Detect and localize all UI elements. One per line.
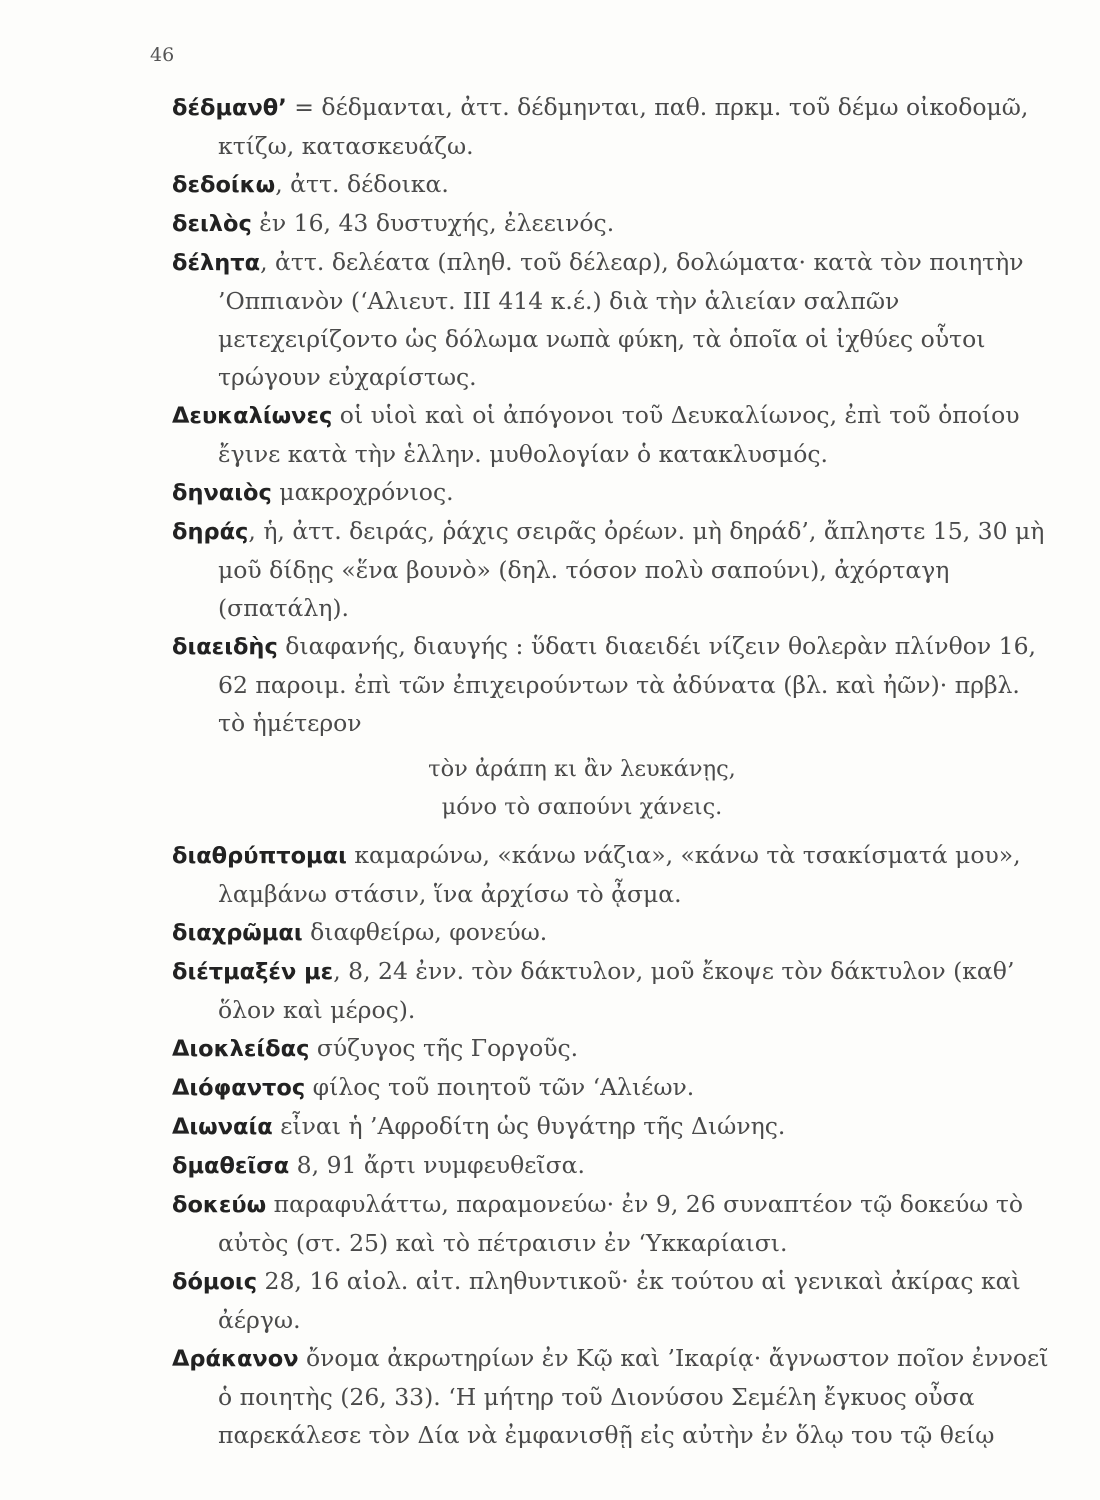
headword: διέτμαξέν με bbox=[172, 959, 334, 985]
definition: διαφανής, διαυγής : ὕδατι διαειδέι νίζειν θολερὰν πλίνθον 16, 62 παροιμ. ἐπὶ τῶν ἐπιχειρούντων τὰ ἀδύνατα (βλ. καὶ ἠῶν)· πρβλ. τὸ ἡμέτερον bbox=[218, 632, 1037, 737]
glossary-entry bbox=[172, 1262, 1052, 1339]
headword: δέδμανθ’ bbox=[172, 95, 287, 121]
definition: = δέδμανται, ἀττ. δέδμηνται, παθ. πρκμ. τοῦ δέμω οἰκοδομῶ, κτίζω, κατασκευάζω. bbox=[218, 93, 1029, 160]
glossary-entries bbox=[172, 88, 1052, 1454]
definition: σύζυγος τῆς Γοργοῦς. bbox=[309, 1034, 579, 1062]
headword: Διόφαντος bbox=[172, 1075, 306, 1101]
definition: καμαρώνω, «κάνω νάζια», «κάνω τὰ τσακίσματά μου», λαμβάνω στάσιν, ἵνα ἀρχίσω τὸ ᾆσμα. bbox=[218, 841, 1021, 908]
definition: ὄνομα ἀκρωτηρίων ἐν Κῷ καὶ ’Ικαρίᾳ· ἄγνωστον ποῖον ἐννοεῖ ὁ ποιητὴς (26, 33). ‘Η μήτηρ τοῦ Διονύσου Σεμέλη ἔγκυος οὖσα παρεκάλεσε τὸν Δία νὰ ἐμφανισθῇ εἰς αὐτὴν ἐν ὅλῳ του τῷ θείῳ bbox=[218, 1344, 1049, 1449]
glossary-entry bbox=[172, 165, 1052, 204]
definition: 8, 91 ἄρτι νυμφευθεῖσα. bbox=[289, 1151, 585, 1179]
glossary-entry bbox=[172, 1185, 1052, 1262]
verse-line: μόνο τὸ σαπούνι χάνεις. bbox=[441, 794, 723, 820]
glossary-entry bbox=[172, 1107, 1052, 1146]
definition: διαφθείρω, φονεύω. bbox=[302, 918, 548, 946]
verse-quote bbox=[172, 750, 1052, 826]
glossary-entry bbox=[172, 204, 1052, 243]
headword: δηναιὸς bbox=[172, 480, 272, 506]
glossary-entry bbox=[172, 1029, 1052, 1068]
headword: δειλὸς bbox=[172, 211, 252, 237]
glossary-entry bbox=[172, 473, 1052, 512]
glossary-entry bbox=[172, 396, 1052, 473]
headword: δόμοις bbox=[172, 1269, 258, 1295]
verse-line: τὸν ἀράπη κι ἂν λευκάνῃς, bbox=[428, 756, 736, 782]
headword: δέλητα bbox=[172, 250, 261, 276]
glossary-entry bbox=[172, 627, 1052, 742]
glossary-entry bbox=[172, 952, 1052, 1029]
definition: παραφυλάττω, παραμονεύω· ἐν 9, 26 συναπτέον τῷ δοκεύω τὸ αὐτὸς (στ. 25) καὶ τὸ πέτραισιν ἐν ‘Υκκαρίαισι. bbox=[218, 1190, 1024, 1257]
definition: , ἡ, ἀττ. δειράς, ῥάχις σειρᾶς ὀρέων. μὴ δηράδ’, ἄπληστε 15, 30 μὴ μοῦ δίδῃς «ἕνα βουνὸ» (δηλ. τόσον πολὺ σαπούνι), ἀχόρταγη (σπατάλη). bbox=[218, 517, 1045, 622]
definition: , ἀττ. δελέατα (πληθ. τοῦ δέλεαρ), δολώματα· κατὰ τὸν ποιητὴν ’Οππιανὸν (‘Αλιευτ. III 414 κ.έ.) διὰ τὴν ἁλιείαν σαλπῶν μετεχειρίζοντο ὡς δόλωμα νωπὰ φύκη, τὰ ὁποῖα οἱ ἰχθύες οὗτοι τρώγουν εὐχαρίστως. bbox=[218, 248, 1024, 391]
definition: , 8, 24 ἐνν. τὸν δάκτυλον, μοῦ ἔκοψε τὸν δάκτυλον (καθ’ ὅλον καὶ μέρος). bbox=[218, 957, 1015, 1024]
definition: ἐν 16, 43 δυστυχής, ἐλεεινός. bbox=[251, 209, 615, 237]
glossary-entry bbox=[172, 836, 1052, 913]
headword: Δράκανον bbox=[172, 1346, 299, 1372]
headword: Δευκαλίωνες bbox=[172, 403, 333, 429]
definition: , ἀττ. δέδοικα. bbox=[275, 170, 449, 198]
page-number: 46 bbox=[150, 44, 175, 66]
definition: 28, 16 αἰολ. αἰτ. πληθυντικοῦ· ἐκ τούτου αἱ γενικαὶ ἀκίρας καὶ ἀέργω. bbox=[218, 1267, 1021, 1334]
headword: διαχρῶμαι bbox=[172, 920, 303, 946]
glossary-entry bbox=[172, 88, 1052, 165]
headword: Διωναία bbox=[172, 1114, 273, 1140]
headword: δεδοίκω bbox=[172, 172, 276, 198]
glossary-entry bbox=[172, 1146, 1052, 1185]
definition: φίλος τοῦ ποιητοῦ τῶν ‘Αλιέων. bbox=[305, 1073, 695, 1101]
glossary-entry bbox=[172, 512, 1052, 627]
glossary-entry bbox=[172, 1339, 1052, 1454]
definition: εἶναι ἡ ’Αφροδίτη ὡς θυγάτηρ τῆς Διώνης. bbox=[272, 1112, 786, 1140]
glossary-entry bbox=[172, 913, 1052, 952]
definition: οἱ υἱοὶ καὶ οἱ ἀπόγονοι τοῦ Δευκαλίωνος, ἐπὶ τοῦ ὁποίου ἔγινε κατὰ τὴν ἑλλην. μυθολογίαν ὁ κατακλυσμός. bbox=[218, 401, 1020, 468]
headword: δοκεύω bbox=[172, 1192, 267, 1218]
headword: διαθρύπτομαι bbox=[172, 843, 347, 869]
headword: διαειδὴς bbox=[172, 634, 278, 660]
headword: δηράς bbox=[172, 519, 249, 545]
glossary-entry bbox=[172, 1068, 1052, 1107]
headword: Διοκλείδας bbox=[172, 1036, 310, 1062]
headword: δμαθεῖσα bbox=[172, 1153, 290, 1179]
glossary-entry bbox=[172, 243, 1052, 396]
definition: μακροχρόνιος. bbox=[271, 478, 454, 506]
